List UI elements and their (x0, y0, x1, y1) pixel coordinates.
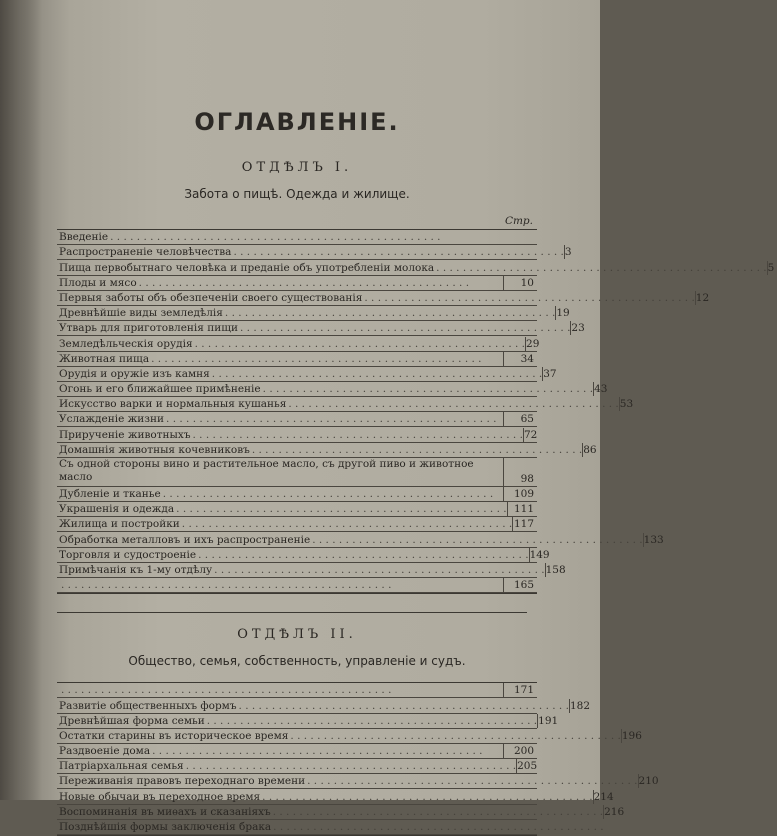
toc-entry-title: Позднѣйшія формы заключенія брака (59, 821, 272, 833)
toc-entry (57, 502, 537, 517)
toc-entry-page: 23 (570, 321, 587, 335)
toc-entry (57, 714, 559, 729)
toc-entry (57, 578, 537, 593)
section-2-heading: ОТДѢЛЪ II. (237, 627, 357, 643)
toc-entry-title: Древнѣйшіе виды земледѣлія (59, 307, 223, 320)
toc-leader-dots: . . . . . . . . . . . . . . . . . . . . . . . . . . . . . . . . . . . . . . . . . . . . . . . . . . (61, 579, 392, 592)
toc-entry (57, 367, 557, 382)
toc-entry-title: Древнѣйшая форма семьи (59, 714, 205, 727)
toc-entry-title: Пища первобытнаго человѣка и преданіе объ употребленіи молока (59, 261, 435, 274)
section-divider (57, 612, 527, 613)
toc-entry-page: 37 (542, 367, 559, 381)
toc-entry-page: 158 (545, 563, 569, 577)
toc-leader-dots: . . . . . . . . . . . . . . . . . . . . . . . . . . . . . . . . . . . . . . . . . . . . . . . . . . (110, 231, 441, 244)
section-1-heading: ОТДѢЛЪ I. (241, 160, 353, 175)
toc-entry (57, 321, 585, 336)
toc-entry-page: 216 (603, 805, 627, 819)
toc-leader-dots: . . . . . . . . . . . . . . . . . . . . . . . . . . . . . . . . . . . . . . . . . . . . . . . . . . (364, 291, 695, 304)
toc-entry-page: 3 (564, 245, 575, 259)
toc-leader-dots: . . . . . . . . . . . . . . . . . . . . . . . . . . . . . . . . . . . . . . . . . . . . . . . . . . (290, 729, 621, 742)
toc-leader-dots: . . . . . . . . . . . . . . . . . . . . . . . . . . . . . . . . . . . . . . . . . . . . . . . . . . (176, 503, 507, 516)
toc-entry-page: 72 (523, 428, 540, 442)
toc-entry-title: Новые обычаи въ переходное время (59, 790, 261, 803)
toc-entry (57, 276, 537, 291)
toc-entry-page: 86 (582, 443, 599, 457)
toc-entry (57, 245, 572, 260)
toc-leader-dots: . . . . . . . . . . . . . . . . . . . . . . . . . . . . . . . . . . . . . . . . . . . . . . . . . . (162, 488, 494, 500)
toc-leader-dots: . . . . . . . . . . . . . . . . . . . . . . . . . . . . . . . . . . . . . . . . . . . . . . . . . . (152, 745, 483, 758)
toc-entry (57, 683, 537, 698)
toc-entry-title: Введеніе (59, 231, 109, 244)
toc-entry-title: Искусство варки и нормальныя кушанья (59, 398, 287, 411)
toc-entry-title: Орудія и оружіе изъ камня (59, 367, 210, 380)
toc-entry (57, 412, 537, 427)
toc-entry-title: Патріархальная семья (59, 760, 184, 773)
toc-entry-title: Раздвоеніе дома (59, 745, 151, 758)
toc-entry (57, 774, 659, 789)
toc-entry-page: 133 (643, 533, 667, 547)
toc-entry (57, 517, 537, 532)
toc-entry-title: Первыя заботы объ обезпеченіи своего существованія (59, 291, 363, 304)
toc-entry (57, 698, 590, 713)
toc-entry-page: 65 (503, 412, 537, 426)
toc-entry-page: 214 (593, 790, 617, 804)
toc-entry-page: 200 (503, 744, 537, 758)
toc-entry-title: Переживанія правовъ переходнаго времени (59, 775, 306, 788)
toc-leader-dots: . . . . . . . . . . . . . . . . . . . . . . . . . . . . . . . . . . . . . . . . . . . . . . . . . . (273, 821, 604, 833)
toc-entry-page: 98 (503, 458, 537, 486)
toc-leader-dots: . . . . . . . . . . . . . . . . . . . . . . . . . . . . . . . . . . . . . . . . . . . . . . . . . . (61, 684, 392, 697)
toc-entry-title: Дубленіе и тканье (59, 488, 161, 500)
toc-entry-title: Огонь и его ближайшее примѣненіе (59, 383, 261, 396)
toc-entry (57, 397, 634, 412)
toc-leader-dots: . . . . . . . . . . . . . . . . . . . . . . . . . . . . . . . . . . . . . . . . . . . . . . . . . . (239, 322, 571, 335)
toc-leader-dots: . . . . . . . . . . . . . . . . . . . . . . . . . . . . . . . . . . . . . . . . . . . . . . . . . . (181, 518, 513, 531)
toc-entry (57, 563, 566, 578)
toc-entry (57, 443, 597, 458)
toc-entry (57, 352, 537, 367)
book-gutter-shadow (0, 0, 42, 800)
toc-entry-page: 43 (593, 382, 610, 396)
toc-entry-page: 191 (537, 714, 561, 728)
toc-entry-title: Распространеніе человѣчества (59, 246, 232, 259)
table-of-contents (57, 108, 775, 836)
toc-leader-dots: . . . . . . . . . . . . . . . . . . . . . . . . . . . . . . . . . . . . . . . . . . . . . . . . . . (214, 563, 545, 576)
toc-leader-dots: . . . . . . . . . . . . . . . . . . . . . . . . . . . . . . . . . . . . . . . . . . . . . . . . . . (251, 443, 583, 456)
toc-leader-dots: . . . . . . . . . . . . . . . . . . . . . . . . . . . . . . . . . . . . . . . . . . . . . . . . . . (436, 261, 767, 274)
toc-leader-dots: . . . . . . . . . . . . . . . . . . . . . . . . . . . . . . . . . . . . . . . . . . . . . . . . . . (272, 805, 604, 818)
toc-leader-dots: . . . . . . . . . . . . . . . . . . . . . . . . . . . . . . . . . . . . . . . . . . . . . . . . . . (262, 790, 593, 803)
toc-leader-dots: . . . . . . . . . . . . . . . . . . . . . . . . . . . . . . . . . . . . . . . . . . . . . . . . . . (166, 413, 497, 426)
toc-entry-title: Плоды и мясо (59, 276, 137, 289)
toc-entry (57, 789, 614, 804)
toc-entry (57, 260, 775, 275)
toc-entry-title: Съ одной стороны вино и растительное масло, съ другой пиво и животное масло (59, 457, 474, 484)
toc-entry (57, 382, 608, 397)
toc-entry-title: Жилища и постройки (59, 518, 180, 531)
toc-entry-page: 196 (621, 729, 645, 743)
toc-entry-title: Развитіе общественныхъ формъ (59, 699, 237, 712)
toc-entry (57, 729, 642, 744)
toc-entry-title: Торговля и судостроеніе (59, 548, 197, 561)
toc-leader-dots: . . . . . . . . . . . . . . . . . . . . . . . . . . . . . . . . . . . . . . . . . . . . . . . . . . (262, 383, 594, 396)
toc-leader-dots: . . . . . . . . . . . . . . . . . . . . . . . . . . . . . . . . . . . . . . . . . . . . . . . . . . (224, 307, 556, 320)
toc-entry-title: Утварь для приготовленія пищи (59, 322, 238, 335)
toc-leader-dots: . . . . . . . . . . . . . . . . . . . . . . . . . . . . . . . . . . . . . . . . . . . . . . . . . . (198, 548, 529, 561)
toc-entry-page: 29 (525, 337, 542, 351)
toc-entry-page: 109 (503, 487, 537, 501)
toc-entry-page: 182 (569, 699, 593, 713)
toc-entry (57, 820, 604, 835)
toc-entry (57, 291, 710, 306)
toc-entry-title: Примѣчанія къ 1-му отдѣлу (59, 563, 213, 576)
toc-entry (57, 805, 625, 820)
toc-entry-page: 149 (529, 548, 553, 562)
toc-leader-dots: . . . . . . . . . . . . . . . . . . . . . . . . . . . . . . . . . . . . . . . . . . . . . . . . . . (312, 533, 643, 546)
toc-entry-page: 165 (503, 578, 537, 592)
toc-entry-page: 10 (503, 276, 537, 290)
toc-entry (57, 759, 537, 774)
toc-entry-page: 111 (507, 502, 537, 516)
toc-entry-title: Остатки старины въ историческое время (59, 729, 289, 742)
toc-entry (57, 487, 537, 502)
toc-leader-dots: . . . . . . . . . . . . . . . . . . . . . . . . . . . . . . . . . . . . . . . . . . . . . . . . . . (238, 699, 569, 712)
toc-entry (57, 532, 664, 547)
toc-entry-page: 205 (516, 759, 540, 773)
toc-leader-dots: . . . . . . . . . . . . . . . . . . . . . . . . . . . . . . . . . . . . . . . . . . . . . . . . . . (185, 760, 517, 773)
toc-entry-title: Прирученіе животныхъ (59, 428, 191, 441)
toc-entry-page: 19 (555, 306, 572, 320)
toc-entry-page: 171 (503, 683, 537, 697)
toc-entry-page: 210 (638, 774, 662, 788)
toc-leader-dots: . . . . . . . . . . . . . . . . . . . . . . . . . . . . . . . . . . . . . . . . . . . . . . . . . . (206, 714, 538, 727)
toc-entry-title: Украшенія и одежда (59, 503, 175, 516)
section-1-entries (57, 229, 775, 594)
toc-entry-title: Земледѣльческія орудія (59, 337, 193, 350)
toc-leader-dots: . . . . . . . . . . . . . . . . . . . . . . . . . . . . . . . . . . . . . . . . . . . . . . . . . . (138, 276, 470, 289)
toc-entry-page: 53 (619, 397, 636, 411)
toc-leader-dots: . . . . . . . . . . . . . . . . . . . . . . . . . . . . . . . . . . . . . . . . . . . . . . . . . . (211, 367, 543, 380)
toc-entry (57, 230, 537, 245)
section-1-subtitle: Забота о пищѣ. Одежда и жилище. (184, 187, 410, 201)
section-2-subtitle: Общество, семья, собственность, управленіе и судъ. (128, 654, 466, 669)
toc-entry (57, 306, 570, 321)
toc-entry (57, 458, 537, 487)
toc-entry-title: Воспоминанія въ миѳахъ и сказаніяхъ (59, 805, 271, 818)
toc-entry (57, 548, 550, 563)
toc-leader-dots: . . . . . . . . . . . . . . . . . . . . . . . . . . . . . . . . . . . . . . . . . . . . . . . . . . (151, 352, 482, 365)
toc-entry (57, 427, 537, 442)
toc-leader-dots: . . . . . . . . . . . . . . . . . . . . . . . . . . . . . . . . . . . . . . . . . . . . . . . . . . (233, 246, 564, 259)
section-2-entries (57, 682, 659, 836)
toc-entry-title: Домашнія животныя кочевниковъ (59, 443, 250, 456)
toc-leader-dots: . . . . . . . . . . . . . . . . . . . . . . . . . . . . . . . . . . . . . . . . . . . . . . . . . . (194, 337, 526, 350)
toc-leader-dots: . . . . . . . . . . . . . . . . . . . . . . . . . . . . . . . . . . . . . . . . . . . . . . . . . . (192, 428, 523, 441)
page-column-label: Стр. (504, 215, 533, 227)
toc-entry (57, 744, 537, 759)
toc-entry-page: 34 (503, 352, 537, 366)
toc-entry-title: Животная пища (59, 352, 150, 365)
toc-entry-page: 117 (512, 517, 537, 531)
toc-entry-page: 5 (767, 261, 777, 275)
toc-entry-page: 12 (695, 291, 712, 305)
toc-entry (57, 336, 540, 351)
toc-entry-title: Услажденіе жизни (59, 413, 165, 426)
toc-leader-dots: . . . . . . . . . . . . . . . . . . . . . . . . . . . . . . . . . . . . . . . . . . . . . . . . . . (288, 398, 619, 411)
toc-leader-dots: . . . . . . . . . . . . . . . . . . . . . . . . . . . . . . . . . . . . . . . . . . . . . . . . . . (307, 775, 638, 788)
toc-entry-title: Обработка металловъ и ихъ распространеніе (59, 533, 311, 546)
page-title: ОГЛАВЛЕНІЕ. (194, 108, 400, 136)
